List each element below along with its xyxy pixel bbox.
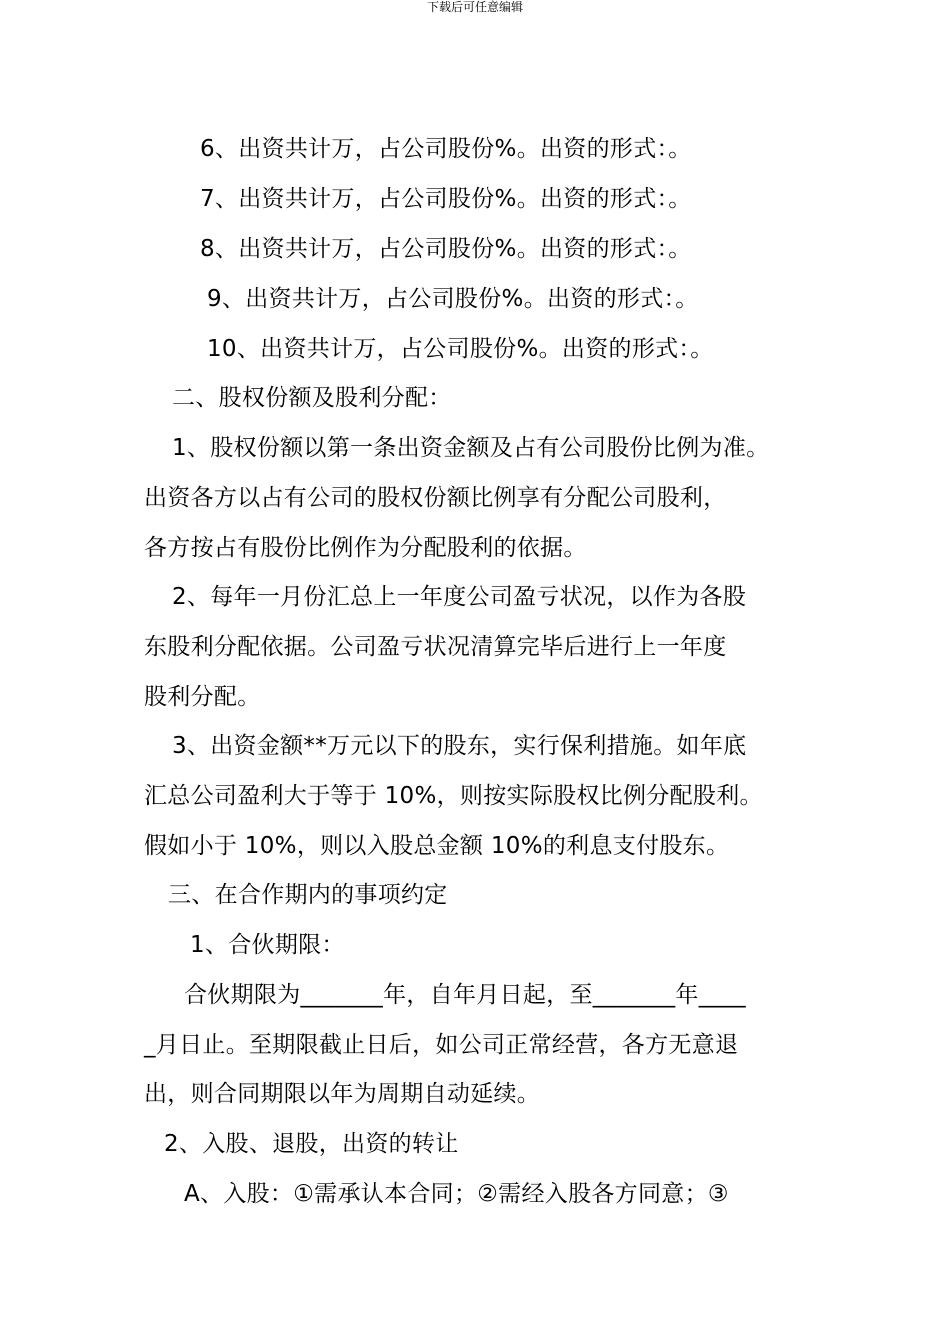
- contribution-line-6: 6、出资共计万，占公司股份%。出资的形式：。: [200, 136, 692, 162]
- contribution-line-9: 9、出资共计万，占公司股份%。出资的形式：。: [207, 286, 699, 312]
- paragraph-line: 合伙期限为_______年，自年月日起，至_______年____: [184, 982, 746, 1008]
- paragraph-line: 出资各方以占有公司的股权份额比例享有分配公司股利，: [144, 485, 727, 511]
- paragraph-line: 各方按占有股份比例作为分配股利的依据。: [144, 535, 587, 561]
- section-heading-3: 三、在合作期内的事项约定: [168, 882, 448, 908]
- contribution-line-8: 8、出资共计万，占公司股份%。出资的形式：。: [200, 236, 692, 262]
- paragraph-line: A、入股：①需承认本合同；②需经入股各方同意；③: [184, 1181, 729, 1207]
- paragraph-line: 3、出资金额**万元以下的股东，实行保利措施。如年底: [172, 733, 747, 759]
- contribution-line-10: 10、出资共计万，占公司股份%。出资的形式：。: [207, 336, 714, 362]
- paragraph-line: 出，则合同期限以年为周期自动延续。: [144, 1081, 541, 1107]
- contribution-line-7: 7、出资共计万，占公司股份%。出资的形式：。: [200, 186, 692, 212]
- header-note: 下载后可任意编辑: [426, 0, 523, 14]
- paragraph-line: _月日止。至期限截止日后，如公司正常经营，各方无意退: [144, 1032, 739, 1058]
- paragraph-line: 东股利分配依据。公司盈亏状况清算完毕后进行上一年度: [144, 634, 727, 660]
- section-heading-2: 二、股权份额及股利分配：: [172, 385, 452, 411]
- paragraph-line: 汇总公司盈利大于等于 10%，则按实际股权比例分配股利。: [144, 783, 763, 809]
- paragraph-line: 股利分配。: [144, 684, 261, 710]
- paragraph-line: 2、每年一月份汇总上一年度公司盈亏状况，以作为各股: [172, 584, 747, 610]
- paragraph-line: 假如小于 10%，则以入股总金额 10%的利息支付股东。: [144, 833, 730, 859]
- subheading: 1、合伙期限：: [190, 932, 345, 958]
- subheading: 2、入股、退股，出资的转让: [164, 1131, 459, 1157]
- paragraph-line: 1、股权份额以第一条出资金额及占有公司股份比例为准。: [172, 435, 770, 461]
